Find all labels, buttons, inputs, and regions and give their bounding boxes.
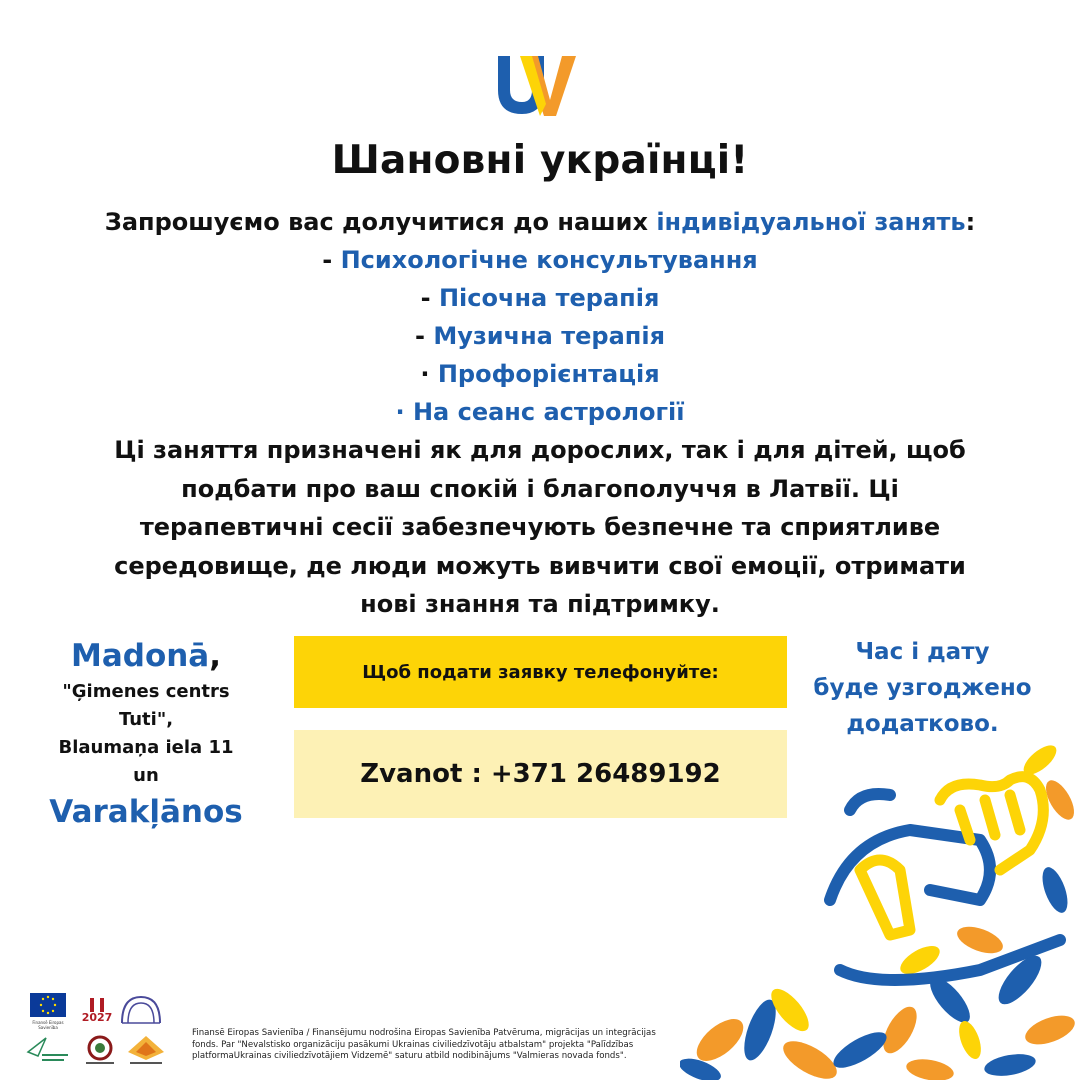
description: Ці заняття призначені як для дорослих, так і для дітей, щоб подбати про ваш спокій і благополуччя в Латвії. Ці терапевтичні сесії забезпечують безпечне та сприятливе середовище, де люди можуть вивчити свої емоції, отримати нові знання та підтримку. — [114, 436, 966, 618]
location-block — [40, 634, 252, 834]
valmiera-coat-icon — [80, 1034, 120, 1068]
service-item: - Пісочна терапія — [420, 284, 660, 312]
valmiera-agency-icon — [24, 1034, 72, 1068]
service-item: - Музична терапія — [414, 322, 665, 350]
city-varaklani: Varakļānos — [49, 794, 243, 830]
service-item: - Психологічне консультування — [322, 246, 758, 274]
intro-prefix: Запрошуємо вас долучитися до наших — [104, 208, 657, 236]
main-text — [60, 203, 1020, 624]
intro-line — [60, 203, 1020, 241]
page-title: Шановні українці! — [331, 138, 749, 183]
uw-logo-icon — [490, 50, 582, 120]
intro-suffix: : — [965, 208, 976, 236]
valmiera-fund-icon — [124, 1034, 168, 1068]
eu-flag-icon — [30, 993, 66, 1017]
address-line: Blaumaņa iela 11 — [58, 737, 234, 758]
apply-banner: Щоб подати заявку телефонуйте: — [294, 636, 787, 708]
eu-caption: Finansē Eiropas Savienība — [32, 1020, 64, 1030]
sponsor-logos — [24, 990, 174, 1072]
address-line: un — [133, 765, 159, 786]
funding-disclaimer: Finansē Eiropas Savienība / Finansējumu nodrošina Eiropas Savienība Patvēruma, migrācijas un integrācijas fonds. Par "Nevalstisko organizāciju pasākumi Ukrainas civiliedzīvotāju atbalstam" projekta "Palīdzības platformaUkrainas civiliedzīvotājiem Vidzemē" saturu atbild nodibinājums "Valmieras novada fonds". — [192, 1028, 656, 1061]
service-item: · Профорієнтація — [420, 360, 660, 388]
latvia-2027-icon: 2027 — [82, 992, 112, 1030]
schedule-note: Час і дату буде узгоджено додатково. — [813, 639, 1032, 737]
address-line: "Ģimenes centrs — [62, 681, 230, 702]
intro-highlight: індивідуальної занять — [656, 208, 966, 236]
handshake-illustration-icon — [680, 740, 1080, 1080]
phone-number[interactable]: Zvanot : +371 26489192 — [294, 730, 787, 818]
arch-logo-icon — [118, 993, 164, 1029]
service-item: · На сеанс астрології — [395, 398, 685, 426]
city-madona: Madonā, — [70, 638, 222, 674]
address-line: Tuti", — [118, 709, 174, 730]
